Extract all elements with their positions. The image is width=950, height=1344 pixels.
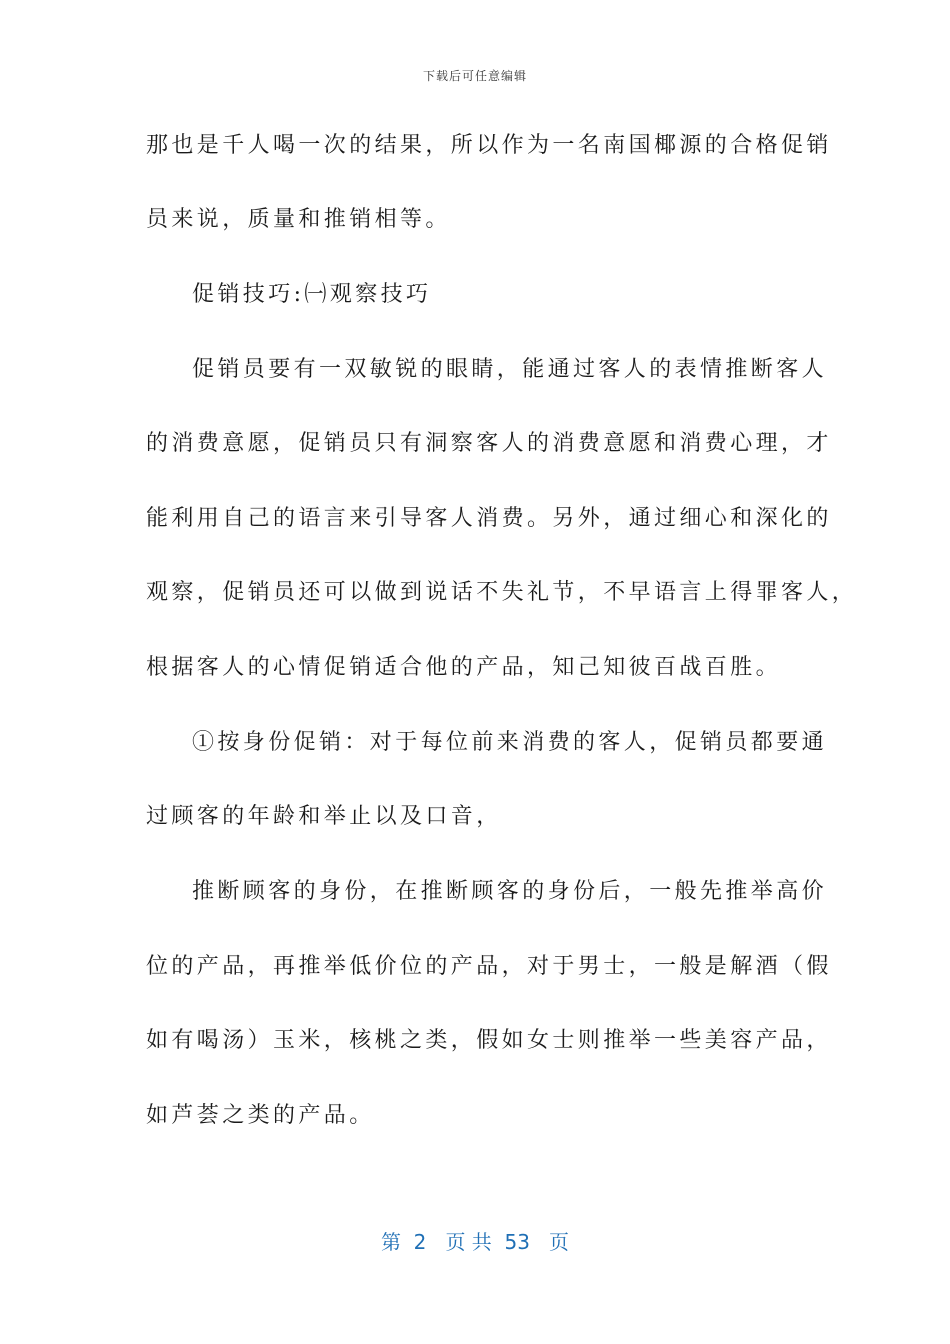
paragraph-line: 促销员要有一双敏锐的眼睛，能通过客人的表情推断客人 xyxy=(192,357,828,382)
paragraph-line: 位的产品，再推举低价位的产品，对于男士，一般是解酒（假 xyxy=(146,954,832,979)
paragraph-line: 如芦荟之类的产品。 xyxy=(146,1103,375,1128)
paragraph-line: 观察，促销员还可以做到说话不失礼节，不早语言上得罪客人， xyxy=(146,580,858,605)
paragraph-line: 推断顾客的身份，在推断顾客的身份后，一般先推举高价 xyxy=(192,879,828,904)
header-note: 下载后可任意编辑 xyxy=(422,69,527,83)
page-number-footer: 第 2 页 共 53 页 xyxy=(380,1230,570,1254)
paragraph-line: ①按身份促销：对于每位前来消费的客人，促销员都要通 xyxy=(192,730,828,755)
section-heading: 促销技巧:㈠观察技巧 xyxy=(192,282,432,307)
paragraph-line: 如有喝汤）玉米，核桃之类，假如女士则推举一些美容产品， xyxy=(146,1028,832,1053)
paragraph-line: 根据客人的心情促销适合他的产品，知己知彼百战百胜。 xyxy=(146,655,782,680)
paragraph-line: 的消费意愿，促销员只有洞察客人的消费意愿和消费心理，才 xyxy=(146,431,832,456)
paragraph-line: 过顾客的年龄和举止以及口音， xyxy=(146,804,502,829)
paragraph-line: 能利用自己的语言来引导客人消费。另外，通过细心和深化的 xyxy=(146,506,832,531)
paragraph-line: 那也是千人喝一次的结果，所以作为一名南国椰源的合格促销 xyxy=(146,133,832,158)
paragraph-line: 员来说，质量和推销相等。 xyxy=(146,207,451,232)
